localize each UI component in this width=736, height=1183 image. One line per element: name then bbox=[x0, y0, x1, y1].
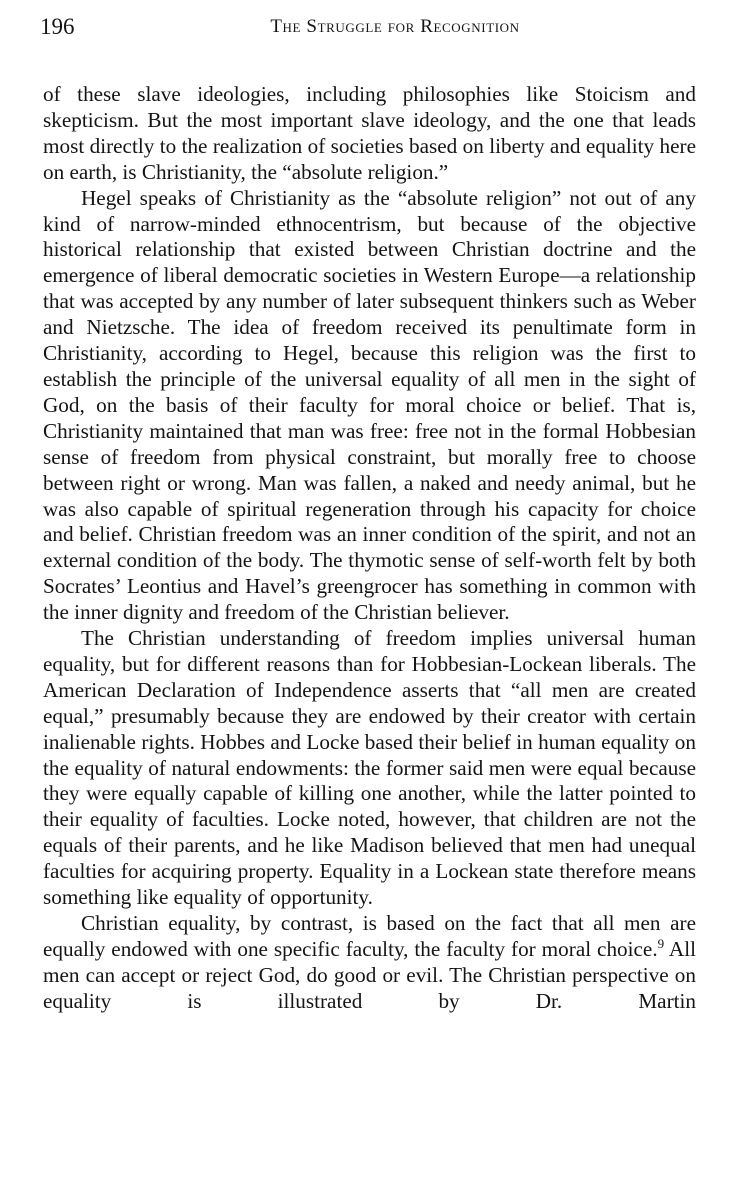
paragraph-4-text-a: Christian equality, by contrast, is based on the fact that all men are equally endowed with one specific faculty, the faculty for moral choice. bbox=[43, 911, 696, 961]
running-title: The Struggle for Recognition bbox=[270, 16, 520, 37]
paragraph-4 bbox=[43, 911, 696, 1015]
paragraph-1: of these slave ideologies, including philosophies like Stoicism and skepticism. But the most important slave ideology, and the one that leads most directly to the realization of societies based on liberty and equality here on earth, is Christianity, the “absolute religion.” bbox=[43, 82, 696, 184]
footnote-reference[interactable]: 9 bbox=[657, 936, 665, 952]
running-head bbox=[40, 12, 696, 42]
paragraph-3: The Christian understanding of freedom implies universal human equality, but for different reasons than for Hobbesian-Lockean liberals. The American Declaration of Independence asserts that “all men are created equal,” presumably because they are endowed by their creator with certain inalienable rights. Hobbes and Locke based their belief in human equality on the equality of natural endowments: the former said men were equal because they were equally capable of killing one another, while the latter pointed to their equality of faculties. Locke noted, however, that children are not the equals of their parents, and he like Madison believed that men had unequal faculties for acquiring property. Equality in a Lockean state therefore means something like equality of opportunity. bbox=[43, 626, 696, 910]
body-text bbox=[43, 82, 696, 1015]
paragraph-2: Hegel speaks of Christianity as the “absolute religion” not out of any kind of narrow-minded ethnocentrism, but because of the objective historical relationship that existed between Christian doctrine and the emergence of liberal democratic societies in Western Europe—a relationship that was accepted by any number of later subsequent thinkers such as Weber and Nietzsche. The idea of freedom received its penultimate form in Christianity, according to Hegel, because this religion was the first to establish the principle of the universal equality of all men in the sight of God, on the basis of their faculty for moral choice or belief. That is, Christianity maintained that man was free: free not in the formal Hobbesian sense of freedom from physical constraint, but morally free to choose between right or wrong. Man was fallen, a naked and needy animal, but he was also capable of spiritual regeneration through his capacity for choice and belief. Christian freedom was an inner condition of the spirit, and not an external condition of the body. The thymotic sense of self-worth felt by both Socrates’ Leontius and Havel’s greengrocer has something in common with the inner dignity and freedom of the Christian believer. bbox=[43, 185, 696, 625]
page-number: 196 bbox=[40, 14, 75, 39]
paragraph-4-text-b: All men can accept or reject God, do good or evil. The Christian perspective on equality is illustrated by Dr. Martin bbox=[43, 936, 696, 1013]
